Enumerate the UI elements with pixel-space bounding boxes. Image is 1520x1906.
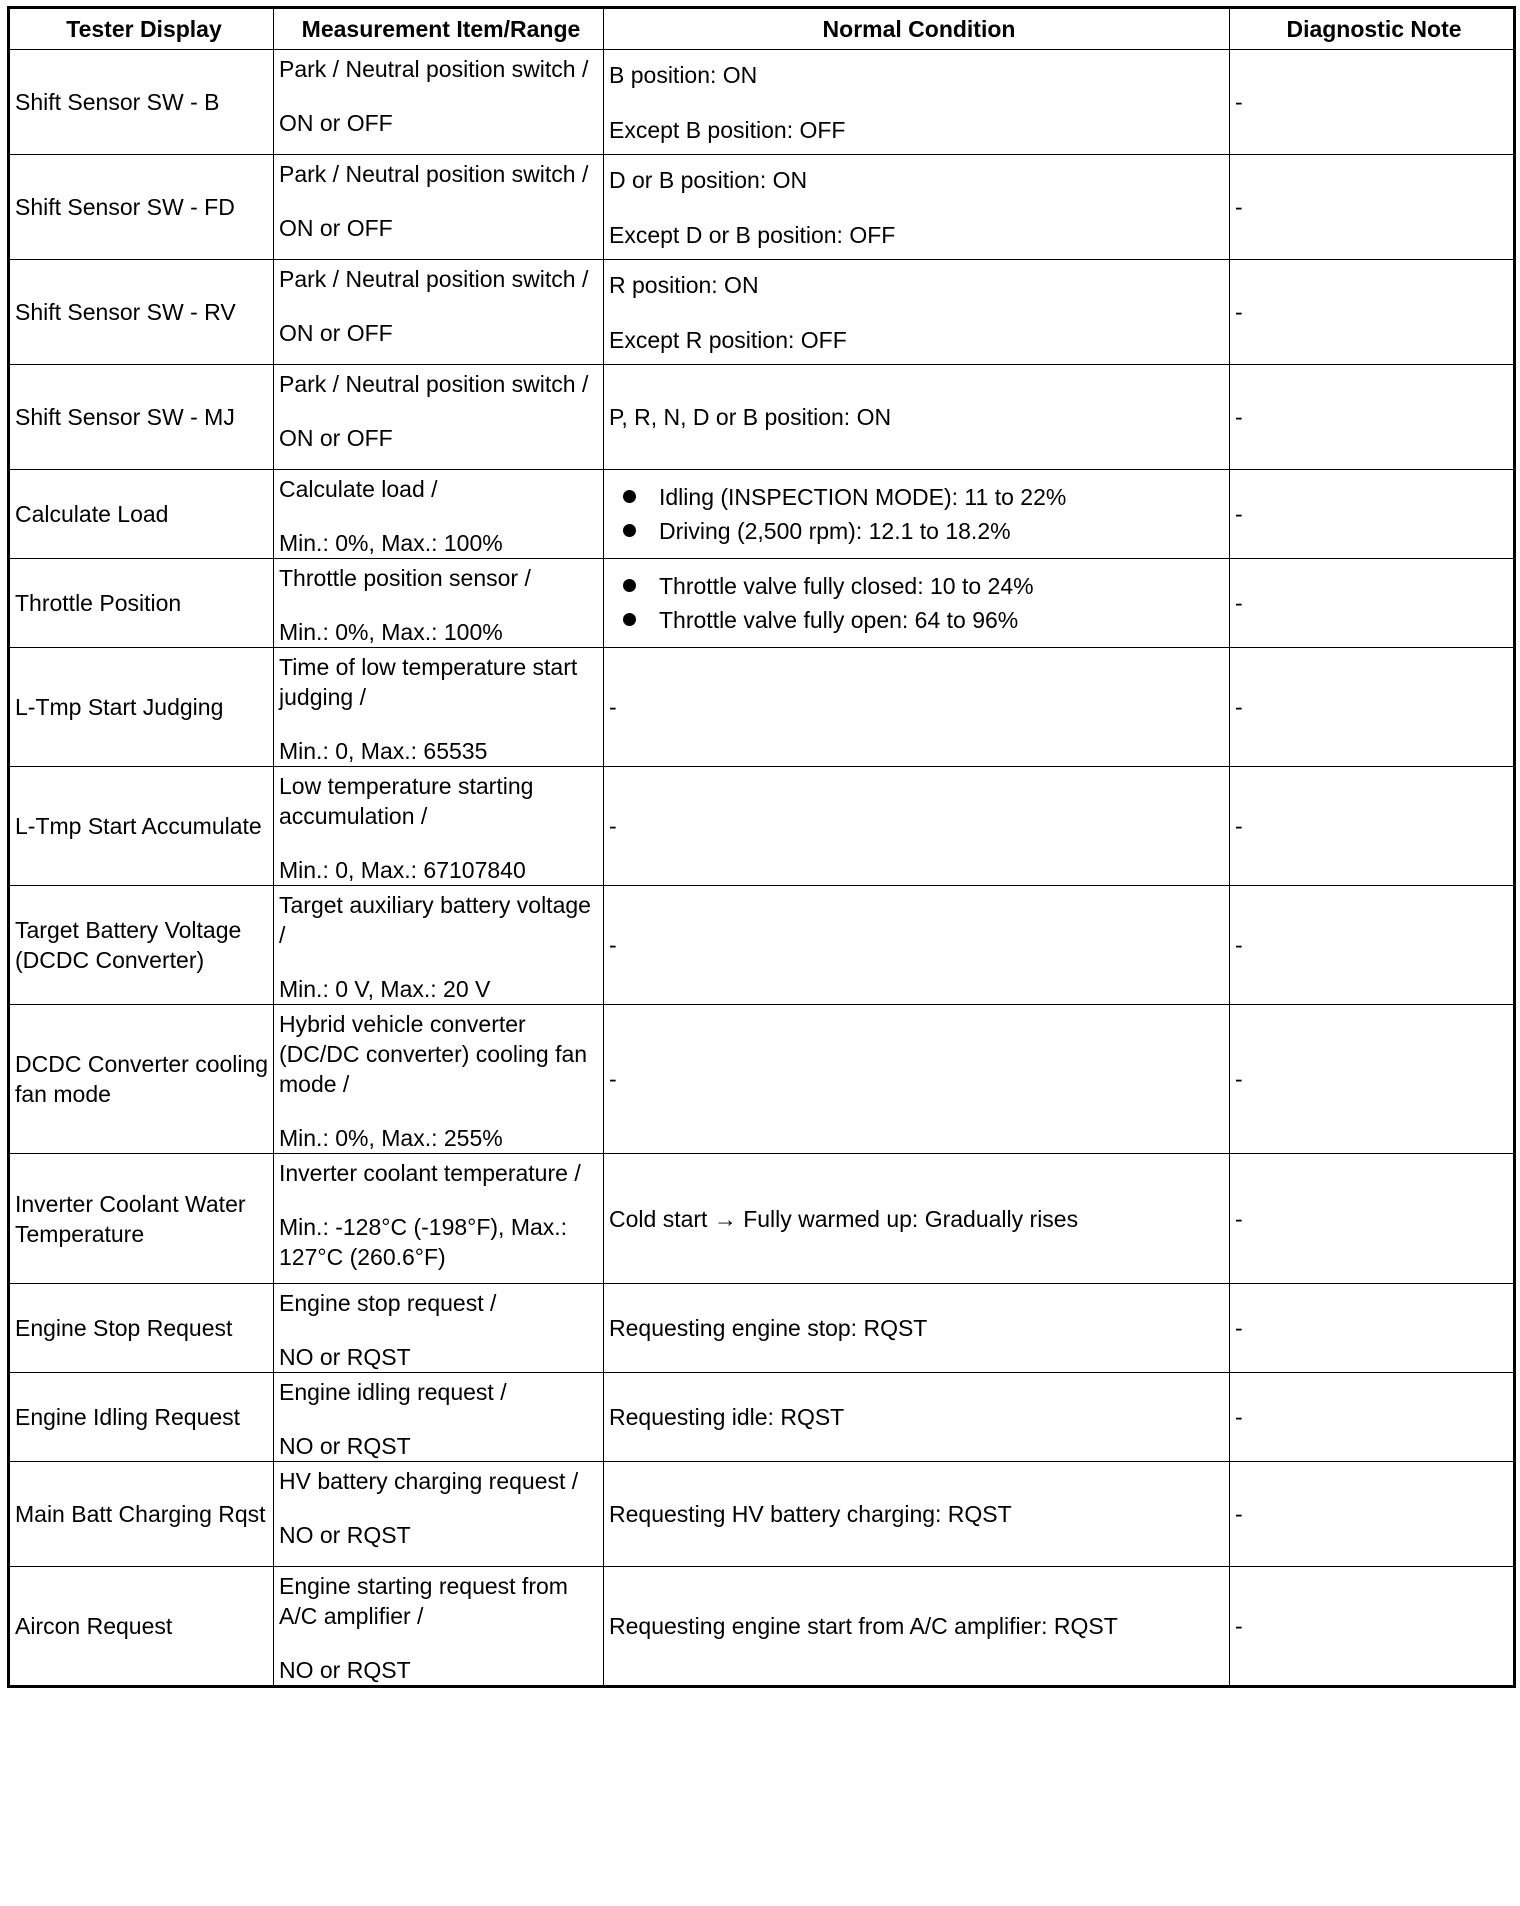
cell-diagnostic-note: - [1230,1005,1515,1154]
condition-text: Requesting idle: RQST [609,1404,845,1430]
condition-text: Except R position: OFF [609,326,847,353]
condition-text: B position: ON [609,61,758,88]
condition-text: - [609,1066,617,1092]
cell-normal-condition [604,155,1230,260]
cell-measurement-item [274,1373,604,1462]
measurement-description: Throttle position sensor / [279,565,531,591]
condition-text: Idling (INSPECTION MODE): 11 to 22% [659,484,1067,510]
table-row [9,155,1515,260]
cell-tester-display: Shift Sensor SW - FD [9,155,274,260]
cell-diagnostic-note: - [1230,1284,1515,1373]
measurement-description: Park / Neutral position switch / [279,56,589,82]
cell-diagnostic-note: - [1230,648,1515,767]
cell-tester-display: Main Batt Charging Rqst [9,1462,274,1567]
cell-normal-condition [604,1567,1230,1687]
cell-diagnostic-note: - [1230,767,1515,886]
table-row [9,470,1515,559]
measurement-range: Min.: 0%, Max.: 100% [279,530,503,556]
table-row [9,1462,1515,1567]
measurement-range: ON or OFF [279,425,393,451]
condition-text: Requesting engine start from A/C amplifier: RQST [609,1613,1118,1639]
cell-measurement-item [274,50,604,155]
measurement-description: Time of low temperature start judging / [279,654,578,710]
cell-normal-condition [604,886,1230,1005]
cell-normal-condition [604,365,1230,470]
measurement-description: Park / Neutral position switch / [279,266,589,292]
cell-diagnostic-note: - [1230,365,1515,470]
condition-text: R position: ON [609,271,759,298]
cell-tester-display: L-Tmp Start Accumulate [9,767,274,886]
table-row [9,767,1515,886]
condition-text: - [609,813,617,839]
cell-normal-condition [604,559,1230,648]
condition-text: P, R, N, D or B position: ON [609,404,892,430]
table-row [9,50,1515,155]
cell-normal-condition [604,1005,1230,1154]
condition-text: D or B position: ON [609,166,808,193]
cell-diagnostic-note: - [1230,1462,1515,1567]
measurement-range: ON or OFF [279,320,393,346]
measurement-description: Low temperature starting accumulation / [279,773,534,829]
header-diagnostic-note: Diagnostic Note [1230,8,1515,50]
measurement-range: ON or OFF [279,110,393,136]
table-row [9,1005,1515,1154]
measurement-range: Min.: 0%, Max.: 255% [279,1125,503,1151]
condition-text: - [609,932,617,958]
header-normal-condition: Normal Condition [604,8,1230,50]
condition-bullet-item [659,514,1229,548]
cell-tester-display: Shift Sensor SW - MJ [9,365,274,470]
cell-tester-display: Shift Sensor SW - B [9,50,274,155]
cell-measurement-item [274,155,604,260]
cell-measurement-item [274,1567,604,1687]
measurement-description: Engine idling request / [279,1379,507,1405]
cell-tester-display: Inverter Coolant Water Temperature [9,1154,274,1284]
cell-measurement-item [274,648,604,767]
measurement-range: Min.: -128°C (-198°F), Max.: 127°C (260.6°F) [279,1214,568,1270]
condition-bullet-item [659,480,1229,514]
cell-tester-display: Engine Stop Request [9,1284,274,1373]
cell-normal-condition [604,1373,1230,1462]
cell-diagnostic-note: - [1230,559,1515,648]
cell-measurement-item [274,559,604,648]
bullet-icon [623,490,636,503]
cell-tester-display: DCDC Converter cooling fan mode [9,1005,274,1154]
cell-diagnostic-note: - [1230,50,1515,155]
bullet-icon [623,524,636,537]
cell-normal-condition [604,1462,1230,1567]
table-row [9,260,1515,365]
cell-tester-display: L-Tmp Start Judging [9,648,274,767]
table-row [9,365,1515,470]
condition-text: Cold start → Fully warmed up: Gradually rises [609,1205,1079,1232]
cell-measurement-item [274,260,604,365]
cell-normal-condition [604,1284,1230,1373]
condition-text: Except D or B position: OFF [609,221,896,248]
measurement-range: NO or RQST [279,1433,411,1459]
table-body [9,50,1515,1687]
condition-bullet-item [659,569,1229,603]
cell-diagnostic-note: - [1230,470,1515,559]
measurement-description: Hybrid vehicle converter (DC/DC converter) cooling fan mode / [279,1011,588,1097]
measurement-description: HV battery charging request / [279,1468,579,1494]
measurement-description: Inverter coolant temperature / [279,1160,581,1186]
measurement-range: Min.: 0 V, Max.: 20 V [279,976,491,1002]
cell-diagnostic-note: - [1230,1567,1515,1687]
table-row [9,1567,1515,1687]
measurement-range: NO or RQST [279,1657,411,1683]
header-tester-display: Tester Display [9,8,274,50]
condition-bullet-item [659,603,1229,637]
cell-measurement-item [274,1154,604,1284]
measurement-description: Engine stop request / [279,1290,497,1316]
measurement-range: NO or RQST [279,1522,411,1548]
measurement-range: ON or OFF [279,215,393,241]
cell-normal-condition [604,648,1230,767]
cell-normal-condition [604,260,1230,365]
condition-text: Throttle valve fully closed: 10 to 24% [659,573,1034,599]
condition-text: Requesting engine stop: RQST [609,1315,928,1341]
measurement-range: Min.: 0%, Max.: 100% [279,619,503,645]
table-row [9,559,1515,648]
table-row [9,1154,1515,1284]
cell-tester-display: Calculate Load [9,470,274,559]
cell-tester-display: Target Battery Voltage (DCDC Converter) [9,886,274,1005]
table-row [9,648,1515,767]
table-row [9,1373,1515,1462]
measurement-range: Min.: 0, Max.: 65535 [279,738,488,764]
cell-measurement-item [274,1005,604,1154]
condition-bullet-list [609,569,1229,637]
measurement-description: Park / Neutral position switch / [279,161,589,187]
cell-normal-condition [604,1154,1230,1284]
cell-measurement-item [274,365,604,470]
cell-measurement-item [274,1284,604,1373]
table-row [9,1284,1515,1373]
cell-measurement-item [274,1462,604,1567]
measurement-description: Target auxiliary battery voltage / [279,892,591,948]
cell-normal-condition [604,470,1230,559]
measurement-range: NO or RQST [279,1344,411,1370]
cell-diagnostic-note: - [1230,1154,1515,1284]
header-measurement-item: Measurement Item/Range [274,8,604,50]
cell-tester-display: Shift Sensor SW - RV [9,260,274,365]
cell-measurement-item [274,767,604,886]
measurement-description: Engine starting request from A/C amplifier / [279,1573,568,1629]
measurement-description: Park / Neutral position switch / [279,371,589,397]
table-row [9,886,1515,1005]
condition-bullet-list [609,480,1229,548]
condition-text: Throttle valve fully open: 64 to 96% [659,607,1019,633]
cell-tester-display: Engine Idling Request [9,1373,274,1462]
cell-diagnostic-note: - [1230,886,1515,1005]
cell-tester-display: Aircon Request [9,1567,274,1687]
condition-text: Except B position: OFF [609,116,846,143]
condition-text: - [609,694,617,720]
cell-diagnostic-note: - [1230,155,1515,260]
cell-normal-condition [604,767,1230,886]
data-list-table [7,6,1516,1688]
bullet-icon [623,613,636,626]
cell-measurement-item [274,886,604,1005]
measurement-description: Calculate load / [279,476,438,502]
condition-text: Requesting HV battery charging: RQST [609,1501,1012,1527]
cell-measurement-item [274,470,604,559]
bullet-icon [623,579,636,592]
cell-normal-condition [604,50,1230,155]
measurement-range: Min.: 0, Max.: 67107840 [279,857,526,883]
header-row [9,8,1515,50]
cell-tester-display: Throttle Position [9,559,274,648]
cell-diagnostic-note: - [1230,1373,1515,1462]
condition-text: Driving (2,500 rpm): 12.1 to 18.2% [659,518,1011,544]
data-list-table-container [7,6,1516,1688]
cell-diagnostic-note: - [1230,260,1515,365]
